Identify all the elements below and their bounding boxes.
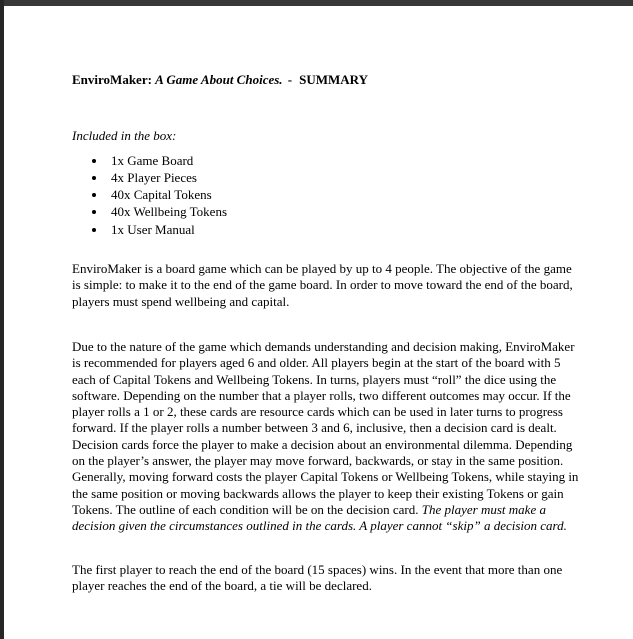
list-item: • 1x Game Board xyxy=(107,152,579,169)
paragraph-overview: EnviroMaker is a board game which can be played by up to 4 people. The objective of the game is simple: to make it to the end of the game board. In order to move toward the end of the board, players must spend wellbeing and capital. xyxy=(72,261,573,309)
box-contents-list xyxy=(72,152,579,238)
list-item: • 40x Wellbeing Tokens xyxy=(107,203,579,220)
document-title xyxy=(72,72,579,88)
list-item: • 4x Player Pieces xyxy=(107,169,579,186)
list-item: • 40x Capital Tokens xyxy=(107,186,579,203)
title-heading: SUMMARY xyxy=(299,72,369,87)
title-separator: - xyxy=(287,72,293,87)
included-heading: Included in the box: xyxy=(72,128,177,144)
title-subtitle: A Game About Choices. xyxy=(155,72,283,87)
document-page xyxy=(72,72,579,594)
page-top-edge-bar xyxy=(0,0,633,6)
paragraph-rules-regular: Due to the nature of the game which demands understanding and decision making, EnviroMaker is recommended for players aged 6 and older. All players begin at the start of the board with 5 each of Capital Tokens and Wellbeing Tokens. In turns, players must “roll” the dice using the software. Depending on the number that a player rolls, two different outcomes may occur. If the player rolls a 1 or 2, these cards are resource cards which can be used in later turns to progress forward. If the player rolls a number between 3 and 6, inclusive, then a decision card is dealt. Decision cards force the player to make a decision about an environmental dilemma. Depending on the player’s answer, the player may move forward, backwards, or stay in the same position. Generally, moving forward costs the player Capital Tokens or Wellbeing Tokens, while staying in the same position or moving backwards allows the player to keep their existing Tokens or gain Tokens. The outline of each condition will be on the decision card. xyxy=(72,338,579,517)
title-prefix: EnviroMaker: xyxy=(72,72,152,87)
paragraph-rules xyxy=(72,339,579,535)
list-item: • 1x User Manual xyxy=(107,221,579,238)
page-left-edge-bar xyxy=(0,0,4,639)
paragraph-winning: The first player to reach the end of the board (15 spaces) wins. In the event that more than one player reaches the end of the board, a tie will be declared. xyxy=(72,561,563,593)
paragraph-rules-italic: The player must make a decision given the circumstances outlined in the cards. A player cannot “skip” a decision card. xyxy=(72,501,567,534)
